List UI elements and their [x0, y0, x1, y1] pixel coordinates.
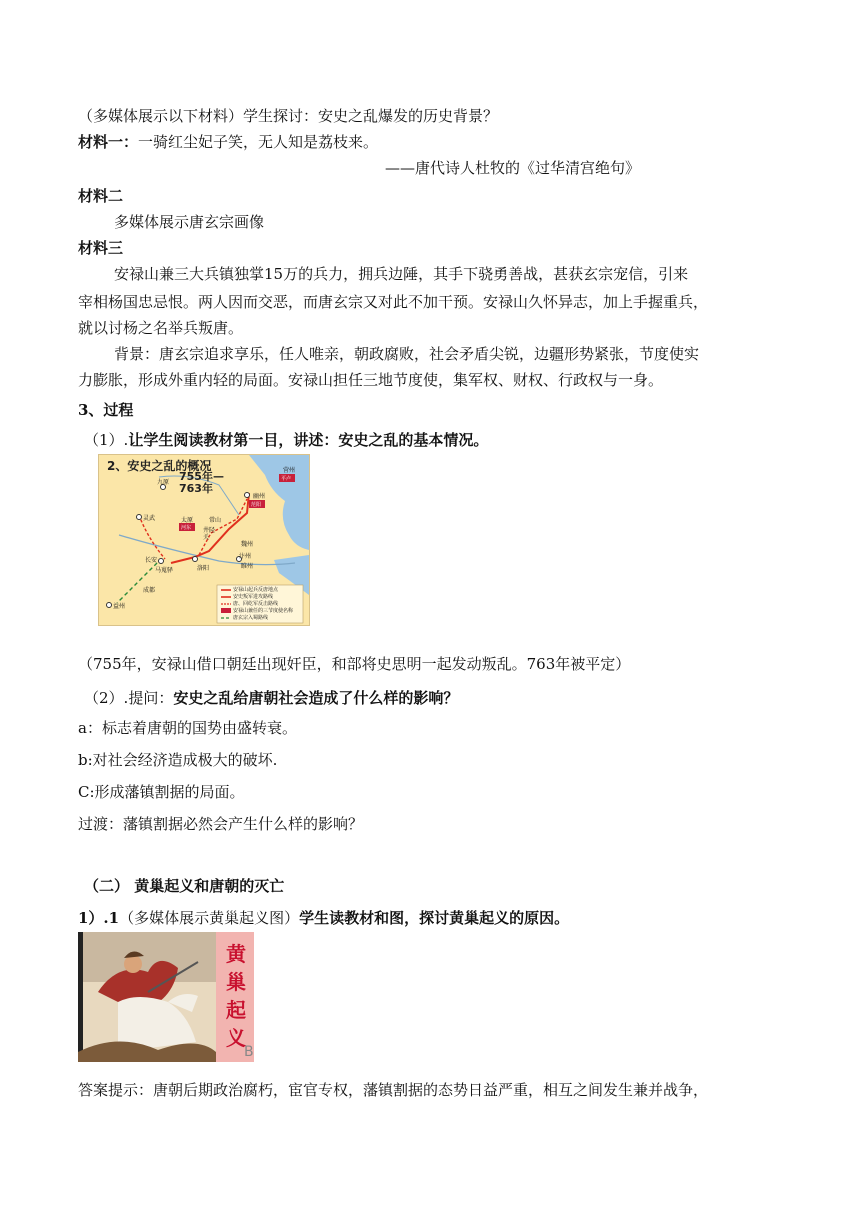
map-place: 太原: [181, 517, 194, 524]
material-one-text: 一骑红尘妃子笑，无人知是荔枝来。: [138, 133, 379, 151]
question-two-number: （2）.: [84, 689, 129, 707]
step-one-middle: （多媒体展示黄巢起义图）: [119, 909, 300, 927]
map-place: 井陉关: [203, 527, 216, 541]
question-one-text: 让学生阅读教材第一目，讲述：安史之乱的基本情况。: [128, 431, 489, 449]
map-legend-item: 安禄山起兵反唐地点: [233, 587, 279, 593]
map-place: 魏州: [241, 541, 254, 548]
material-three-label: 材料三: [78, 239, 124, 257]
map-place: 洛阳: [197, 565, 210, 572]
map-place: 长安: [145, 557, 158, 564]
section-two-heading: （二） 黄巢起义和唐朝的灭亡: [84, 877, 285, 895]
map-legend-item: 安史叛军进攻路线: [233, 594, 274, 600]
map-place: 平卢: [281, 476, 292, 482]
picture-corner-mark: B: [244, 1044, 254, 1060]
question-two-text: 安史之乱给唐朝社会造成了什么样的影响？: [173, 689, 459, 707]
paragraph-line: 就以讨杨之名举兵叛唐。: [78, 319, 244, 337]
answer-b: b:对社会经济造成极大的破坏.: [78, 751, 278, 769]
map-legend-item: 唐玄宗入蜀路线: [233, 615, 269, 621]
paragraph-line: 力膨胀，形成外重内轻的局面。安禄山担任三地节度使，集军权、财权、行政权与一身。: [78, 371, 664, 389]
step-one-number: 1）.1: [78, 909, 120, 927]
poem-source: ——唐代诗人杜牧的《过华清宫绝句》: [385, 159, 641, 177]
map-legend-item: 安禄山兼任的三节度使名称: [233, 608, 294, 614]
map-place: 河东: [181, 525, 192, 531]
map-place: 九原: [157, 479, 170, 486]
map-place: 幽州: [253, 493, 266, 500]
map-place: 常山: [209, 517, 222, 524]
question-two-lead: 提问：: [128, 689, 174, 707]
step-one-text: 学生读教材和图，探讨黄巢起义的原因。: [299, 909, 570, 927]
rebellion-note: （755年，安禄山借口朝廷出现奸臣，和部将史思明一起发动叛乱。763年被平定）: [78, 655, 631, 673]
material-one-label: 材料一：: [78, 133, 139, 151]
answer-c: C:形成藩镇割据的局面。: [78, 783, 245, 801]
step-one: [78, 908, 569, 928]
material-two-label: 材料二: [78, 187, 124, 205]
map-place: 睢州: [241, 563, 254, 570]
map-years: 755年—763年: [179, 470, 224, 495]
question-two: [84, 688, 458, 708]
huang-chao-uprising-picture: [78, 932, 254, 1062]
prompt-line: （多媒体展示以下材料）学生探讨：安史之乱爆发的历史背景？: [78, 107, 499, 125]
paragraph-line: 宰相杨国忠忌恨。两人因而交恶，而唐玄宗又对此不加干预。安禄山久怀异志，加上手握重兵，: [78, 293, 709, 311]
paragraph-line: 安禄山兼三大兵镇独掌15万的兵力，拥兵边陲，其手下骁勇善战，甚获玄宗宠信，引来: [114, 265, 689, 283]
picture-caption: 黄巢起义: [226, 942, 246, 1050]
question-one-number: （1）.: [84, 431, 129, 449]
map-place: 营州: [283, 467, 296, 474]
map-place: 马嵬驿: [155, 567, 174, 574]
map-place: 成都: [143, 587, 156, 594]
map-legend-item: 唐、回纥军反击路线: [233, 601, 279, 607]
an-shi-rebellion-map: [98, 454, 310, 626]
answer-a: a：标志着唐朝的国势由盛转衰。: [78, 719, 297, 737]
map-place: 灵武: [143, 515, 156, 522]
material-two-text: 多媒体展示唐玄宗画像: [114, 213, 265, 231]
question-one: [84, 430, 488, 450]
map-place: 范阳: [251, 502, 262, 508]
map-title: 2、安史之乱的概况: [107, 459, 212, 473]
section-heading: 3、过程: [78, 401, 134, 419]
answer-hint: 答案提示：唐朝后期政治腐朽，宦官专权，藩镇割据的态势日益严重，相互之间发生兼并战争，: [78, 1081, 709, 1099]
transition-line: 过渡：藩镇割据必然会产生什么样的影响？: [78, 815, 364, 833]
material-one: [78, 132, 378, 152]
map-place: 益州: [113, 603, 126, 610]
map-place: 汴州: [239, 553, 252, 560]
paragraph-line: 背景：唐玄宗追求享乐，任人唯亲，朝政腐败，社会矛盾尖锐，边疆形势紧张，节度使实: [114, 345, 700, 363]
